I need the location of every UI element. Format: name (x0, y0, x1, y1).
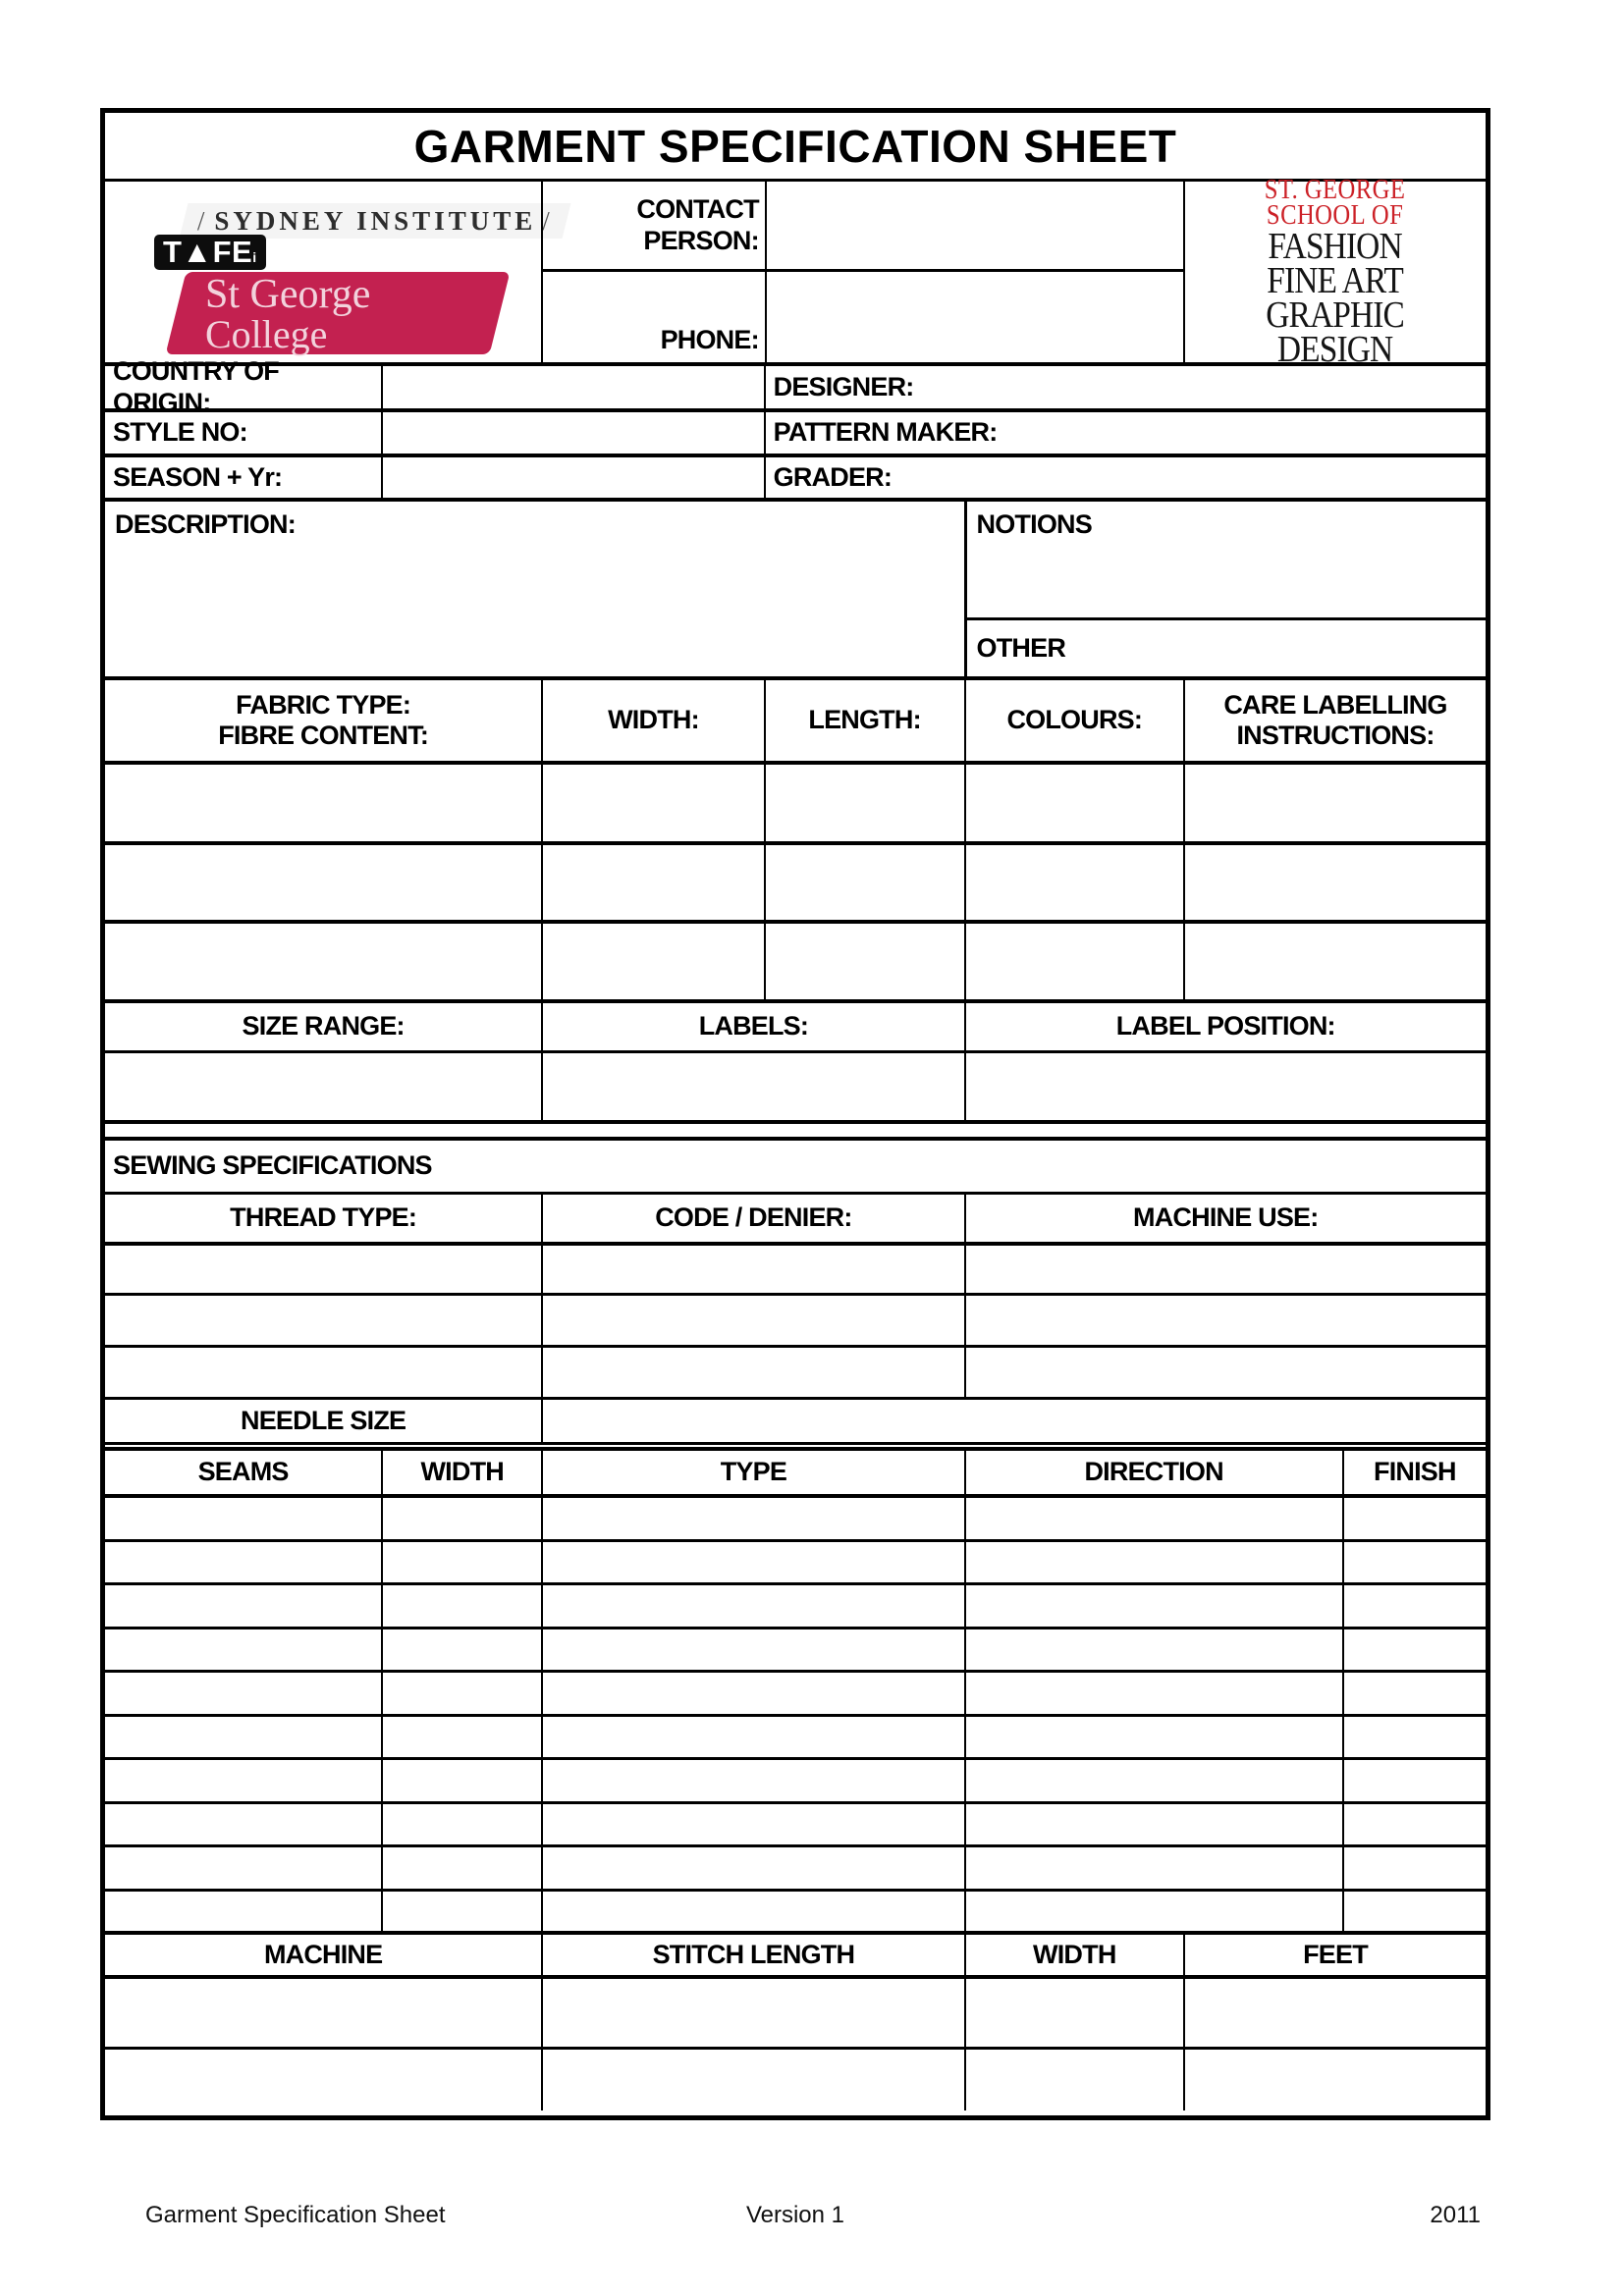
seam-width-cell (381, 1760, 541, 1801)
seam-row (105, 1629, 1486, 1674)
fabric-type-cell (105, 924, 541, 999)
feet-cell (1183, 2050, 1486, 2110)
thread-type-cell (105, 1296, 541, 1345)
seam-row (105, 1892, 1486, 1936)
seam-row (105, 1717, 1486, 1761)
stitch-length-cell (541, 2050, 963, 2110)
machine-header: MACHINE (263, 1939, 383, 1969)
machine-use-header: MACHINE USE: (964, 1195, 1486, 1242)
contact-person-label: CONTACT PERSON: (636, 194, 759, 255)
seam-width-cell (381, 1892, 541, 1932)
seam-direction-cell (964, 1585, 1342, 1627)
header-row (105, 174, 1486, 370)
needle-size-cell (541, 1400, 1486, 1442)
fabric-type-header: FABRIC TYPE: FIBRE CONTENT: (218, 689, 429, 750)
labels-cell (541, 1053, 963, 1120)
seam-direction-cell (964, 1717, 1342, 1758)
machine-row (105, 1979, 1486, 2050)
pattern-maker-label: PATTERN MAKER: (764, 412, 1486, 454)
title-bar (105, 113, 1486, 182)
phone-label: PHONE: (660, 324, 759, 354)
left-logo (105, 182, 554, 362)
seam-row (105, 1847, 1486, 1892)
season-yr-field (381, 457, 763, 498)
seam-direction-cell (964, 1498, 1342, 1539)
school-logo-line: GRAPHIC (1266, 294, 1405, 336)
size-range-cell (105, 1053, 541, 1120)
seam-finish-header: FINISH (1342, 1451, 1486, 1494)
seam-width-cell (381, 1629, 541, 1671)
seam-type-cell (541, 1542, 963, 1583)
colours-header: COLOURS: (964, 680, 1184, 761)
code-denier-cell (541, 1296, 963, 1345)
seam-finish-cell (1342, 1542, 1486, 1583)
machine-row (105, 2050, 1486, 2110)
seam-name-cell (105, 1629, 381, 1671)
seam-finish-cell (1342, 1804, 1486, 1845)
seam-type-cell (541, 1498, 963, 1539)
seam-type-cell (541, 1585, 963, 1627)
contact-block (541, 182, 1183, 362)
seam-finish-cell (1342, 1847, 1486, 1889)
seam-width-header: WIDTH (381, 1451, 541, 1494)
feet-header: FEET (1183, 1935, 1486, 1975)
machine-use-cell (964, 1348, 1486, 1397)
seam-width-cell (381, 1542, 541, 1583)
seam-name-cell (105, 1847, 381, 1889)
code-denier-cell (541, 1246, 963, 1293)
thread-type-cell (105, 1246, 541, 1293)
page-footer (100, 2202, 1490, 2233)
seams-header: SEAMS (197, 1457, 289, 1487)
width-cell (541, 845, 763, 920)
designer-label: DESIGNER: (764, 366, 1486, 408)
seam-name-cell (105, 1892, 381, 1932)
seams-table-body (105, 1498, 1486, 1935)
seam-width-cell (381, 1498, 541, 1539)
fabric-type-cell (105, 845, 541, 920)
description-section (105, 502, 1486, 680)
width-cell (541, 765, 763, 841)
thread-row (105, 1348, 1486, 1400)
description-box: DESCRIPTION: (115, 509, 296, 539)
seam-finish-cell (1342, 1760, 1486, 1801)
width-cell (541, 924, 763, 999)
seam-finish-cell (1342, 1585, 1486, 1627)
fabric-header-row (105, 680, 1486, 765)
style-no-field (381, 412, 763, 454)
tafe-logo-mark: i (252, 249, 257, 265)
slash-icon: / (196, 205, 209, 236)
machine-width-cell (964, 1979, 1184, 2047)
label-position-header: LABEL POSITION: (964, 1003, 1486, 1050)
page-title: GARMENT SPECIFICATION SHEET (413, 120, 1177, 172)
right-logo (1183, 174, 1486, 370)
seam-row (105, 1760, 1486, 1804)
sewing-specifications-title: SEWING SPECIFICATIONS (113, 1150, 432, 1181)
school-logo-line: ST. GEORGE (1265, 174, 1406, 205)
season-yr-label: SEASON + Yr: (113, 461, 283, 492)
seam-finish-cell (1342, 1892, 1486, 1932)
footer-version: Version 1 (745, 2202, 845, 2228)
seam-name-cell (105, 1498, 381, 1539)
school-logo-line: DESIGN (1277, 328, 1393, 370)
colours-cell (964, 924, 1184, 999)
code-denier-header: CODE / DENIER: (541, 1195, 963, 1242)
seam-finish-cell (1342, 1629, 1486, 1671)
garment-spec-form (100, 108, 1490, 2120)
needle-size-row (105, 1400, 1486, 1445)
notions-box: NOTIONS (967, 502, 1486, 620)
fabric-row (105, 765, 1486, 845)
school-logo-line: FINE ART (1267, 259, 1404, 301)
seam-direction-cell (964, 1542, 1342, 1583)
seam-direction-cell (964, 1673, 1342, 1714)
machine-width-header: WIDTH (964, 1935, 1184, 1975)
labels-header: LABELS: (541, 1003, 963, 1050)
slash-icon: / (541, 205, 554, 236)
machine-cell (105, 1979, 541, 2047)
st-george-college-banner (166, 272, 511, 354)
seam-row (105, 1542, 1486, 1586)
seam-direction-cell (964, 1892, 1342, 1932)
country-of-origin-field (381, 366, 763, 408)
seam-type-cell (541, 1804, 963, 1845)
care-cell (1183, 924, 1486, 999)
machine-header-row (105, 1935, 1486, 1979)
sewing-specifications-row (105, 1141, 1486, 1195)
colours-cell (964, 765, 1184, 841)
section-separator (105, 1124, 1486, 1141)
seam-width-cell (381, 1717, 541, 1758)
notions-other-block (964, 502, 1486, 676)
country-of-origin-label: COUNTRY OF ORIGIN: (113, 356, 280, 417)
feet-cell (1183, 1979, 1486, 2047)
width-header: WIDTH: (541, 680, 763, 761)
care-labelling-header: CARE LABELLING INSTRUCTIONS: (1183, 680, 1486, 761)
seam-width-cell (381, 1847, 541, 1889)
footer-year: 2011 (1430, 2202, 1481, 2228)
length-header: LENGTH: (764, 680, 964, 761)
info-row (105, 356, 1486, 417)
seam-finish-cell (1342, 1673, 1486, 1714)
thread-type-cell (105, 1348, 541, 1397)
seam-type-cell (541, 1717, 963, 1758)
other-box: OTHER (976, 633, 1066, 664)
stitch-length-header: STITCH LENGTH (541, 1935, 963, 1975)
size-range-header: SIZE RANGE: (242, 1011, 405, 1041)
info-row (105, 457, 1486, 502)
seam-row (105, 1673, 1486, 1717)
contact-person-field (765, 182, 1183, 269)
seam-type-cell (541, 1892, 963, 1932)
school-logo-line: FASHION (1268, 225, 1403, 267)
thread-type-header: THREAD TYPE: (230, 1202, 417, 1233)
size-row (105, 1053, 1486, 1124)
seam-name-cell (105, 1717, 381, 1758)
grader-label: GRADER: (764, 457, 1486, 498)
seam-width-cell (381, 1673, 541, 1714)
seam-finish-cell (1342, 1717, 1486, 1758)
seam-width-cell (381, 1804, 541, 1845)
needle-size-label: NEEDLE SIZE (241, 1405, 406, 1435)
seam-type-cell (541, 1847, 963, 1889)
code-denier-cell (541, 1348, 963, 1397)
seam-direction-cell (964, 1760, 1342, 1801)
seam-type-cell (541, 1629, 963, 1671)
seam-row (105, 1585, 1486, 1629)
machine-use-cell (964, 1246, 1486, 1293)
machine-width-cell (964, 2050, 1184, 2110)
seam-direction-cell (964, 1804, 1342, 1845)
fabric-row (105, 845, 1486, 924)
fabric-row (105, 924, 1486, 1003)
seam-row (105, 1498, 1486, 1542)
sydney-institute-text: SYDNEY INSTITUTE (214, 205, 536, 236)
college-name-line1: St George (205, 272, 371, 317)
stitch-length-cell (541, 1979, 963, 2047)
seam-name-cell (105, 1585, 381, 1627)
thread-row (105, 1296, 1486, 1348)
seam-direction-header: DIRECTION (964, 1451, 1342, 1494)
footer-document-name: Garment Specification Sheet (145, 2202, 446, 2228)
seam-direction-cell (964, 1629, 1342, 1671)
seams-header-row (105, 1451, 1486, 1498)
seam-name-cell (105, 1760, 381, 1801)
seam-finish-cell (1342, 1498, 1486, 1539)
phone-field (765, 272, 1183, 363)
thread-header-row (105, 1195, 1486, 1246)
seam-name-cell (105, 1673, 381, 1714)
seam-type-cell (541, 1760, 963, 1801)
care-cell (1183, 845, 1486, 920)
care-cell (1183, 765, 1486, 841)
length-cell (764, 845, 964, 920)
school-logo-line: SCHOOL OF (1267, 200, 1404, 232)
seam-row (105, 1804, 1486, 1848)
style-no-label: STYLE NO: (113, 417, 247, 448)
fabric-type-cell (105, 765, 541, 841)
seam-name-cell (105, 1542, 381, 1583)
label-position-cell (964, 1053, 1486, 1120)
colours-cell (964, 845, 1184, 920)
seam-type-header: TYPE (541, 1451, 963, 1494)
length-cell (764, 924, 964, 999)
college-name-line2: College (205, 312, 328, 356)
tafe-logo: T▲FEi (154, 235, 266, 270)
seam-type-cell (541, 1673, 963, 1714)
info-row (105, 412, 1486, 457)
thread-row (105, 1246, 1486, 1296)
seam-width-cell (381, 1585, 541, 1627)
size-header-row (105, 1003, 1486, 1053)
seam-name-cell (105, 1804, 381, 1845)
sydney-institute-band (180, 203, 571, 239)
machine-use-cell (964, 1296, 1486, 1345)
machine-cell (105, 2050, 541, 2110)
seam-direction-cell (964, 1847, 1342, 1889)
length-cell (764, 765, 964, 841)
